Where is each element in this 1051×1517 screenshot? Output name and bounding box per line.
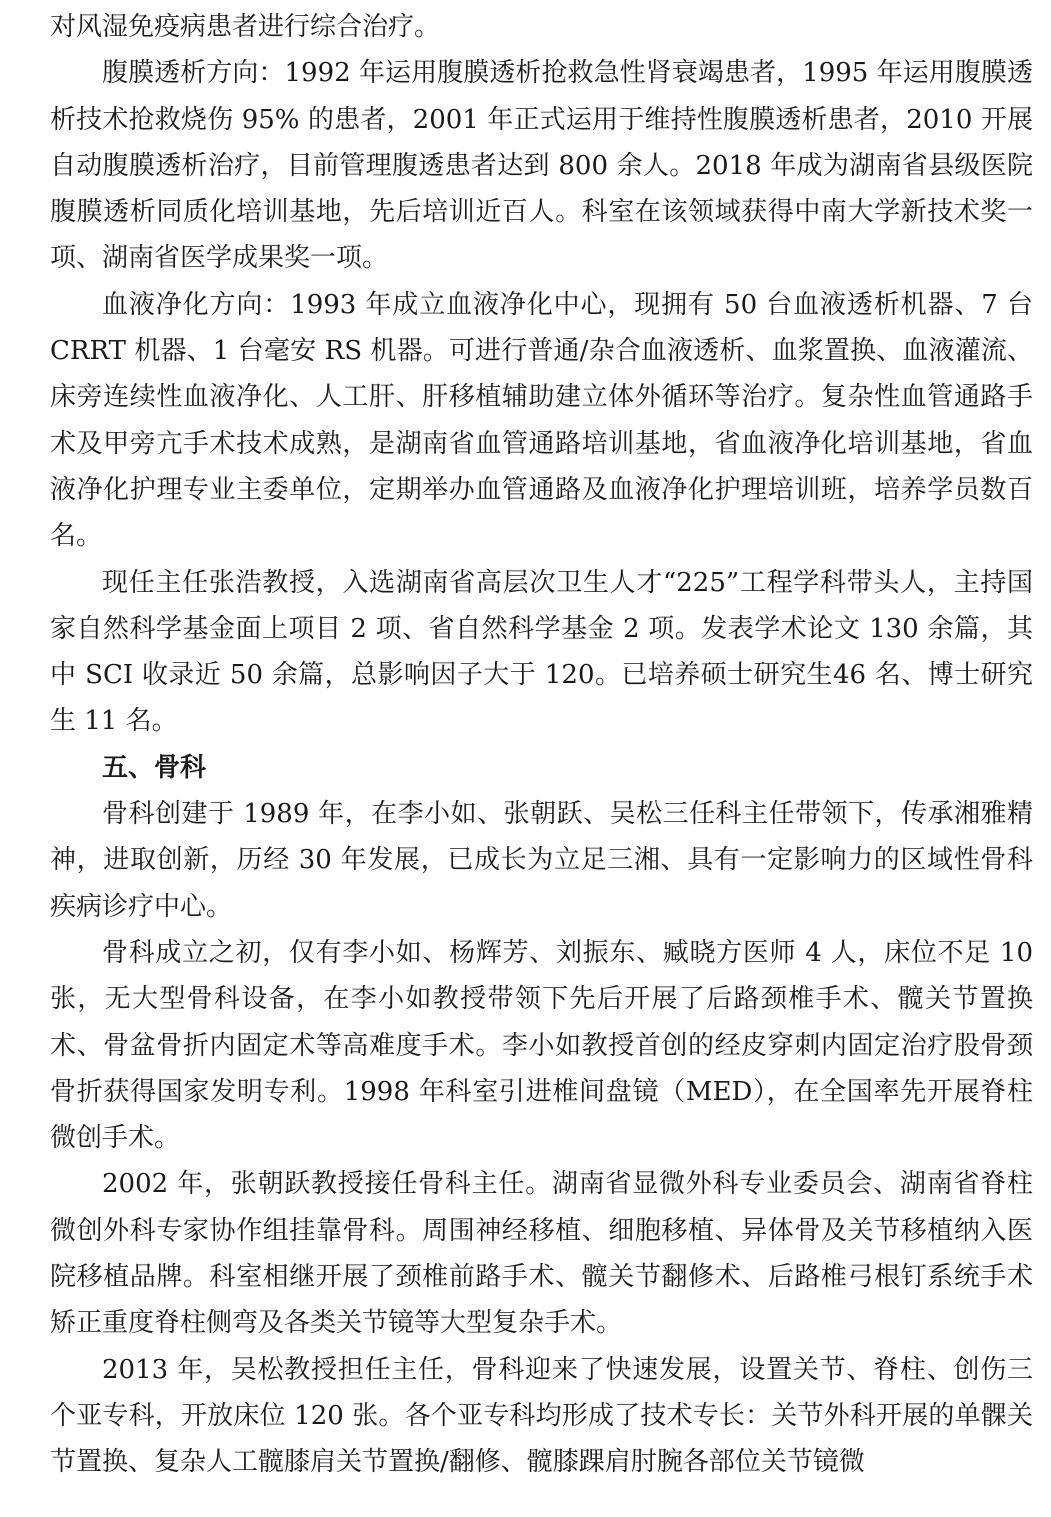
section-heading-orthopedics: 五、骨科 <box>102 752 207 783</box>
paragraph-director: 现任主任张浩教授，入选湖南省高层次卫生人才“225”工程学科带头人，主持国家自然科学基金面上项目 2 项、省自然科学基金 2 项。发表学术论文 130 余篇，其中 SCI 收录近 50 余篇，总影响因子大于 120。已培养硕士研究生46 名、博士研究生 11 名。 <box>50 567 1033 737</box>
paragraph-blood-purification: 血液净化方向：1993 年成立血液净化中心，现拥有 50 台血液透析机器、7 台 CRRT 机器、1 台毫安 RS 机器。可进行普通/杂合血液透析、血浆置换、血液灌流、床旁连续性血液净化、人工肝、肝移植辅助建立体外循环等治疗。复杂性血管通路手术及甲旁亢手术技术成熟，是湖南省血管通路培训基地，省血液净化培训基地，省血液净化护理专业主委单位，定期举办血管通路及血液净化护理培训班，培养学员数百名。 <box>50 289 1033 552</box>
paragraph-orthopedics-2013: 2013 年，吴松教授担任主任，骨科迎来了快速发展，设置关节、脊柱、创伤三个亚专科，开放床位 120 张。各个亚专科均形成了技术专长：关节外科开展的单髁关节置换、复杂人工髋膝肩关节置换/翻修、髋膝踝肩肘腕各部位关节镜微 <box>50 1354 1033 1478</box>
paragraph-orthopedics-founding: 骨科创建于 1989 年，在李小如、张朝跃、吴松三任科主任带领下，传承湘雅精神，进取创新，历经 30 年发展，已成长为立足三湘、具有一定影响力的区域性骨科疾病诊疗中心。 <box>50 799 1033 922</box>
paragraph-peritoneal-dialysis: 腹膜透析方向：1992 年运用腹膜透析抢救急性肾衰竭患者，1995 年运用腹膜透析技术抢救烧伤 95% 的患者，2001 年正式运用于维持性腹膜透析患者，2010 开展自动腹膜透析治疗，目前管理腹透患者达到 800 余人。2018 年成为湖南省县级医院腹膜透析同质化培训基地，先后培训近百人。科室在该领域获得中南大学新技术奖一项、湖南省医学成果奖一项。 <box>50 58 1033 274</box>
paragraph-orthopedics-early: 骨科成立之初，仅有李小如、杨辉芳、刘振东、臧晓方医师 4 人，床位不足 10 张，无大型骨科设备，在李小如教授带领下先后开展了后路颈椎手术、髋关节置换术、骨盆骨折内固定术等高难度手术。李小如教授首创的经皮穿刺内固定治疗股骨颈骨折获得国家发明专利。1998 年科室引进椎间盘镜（MED），在全国率先开展脊柱微创手术。 <box>50 937 1033 1154</box>
paragraph-orthopedics-2002: 2002 年，张朝跃教授接任骨科主任。湖南省显微外科专业委员会、湖南省脊柱微创外科专家协作组挂靠骨科。周围神经移植、细胞移植、异体骨及关节移植纳入医院移植品牌。科室相继开展了颈椎前路手术、髋关节翻修术、后路椎弓根钉系统手术矫正重度脊柱侧弯及各类关节镜等大型复杂手术。 <box>50 1169 1033 1339</box>
paragraph-continuation: 对风湿免疫病患者进行综合治疗。 <box>50 12 441 42</box>
